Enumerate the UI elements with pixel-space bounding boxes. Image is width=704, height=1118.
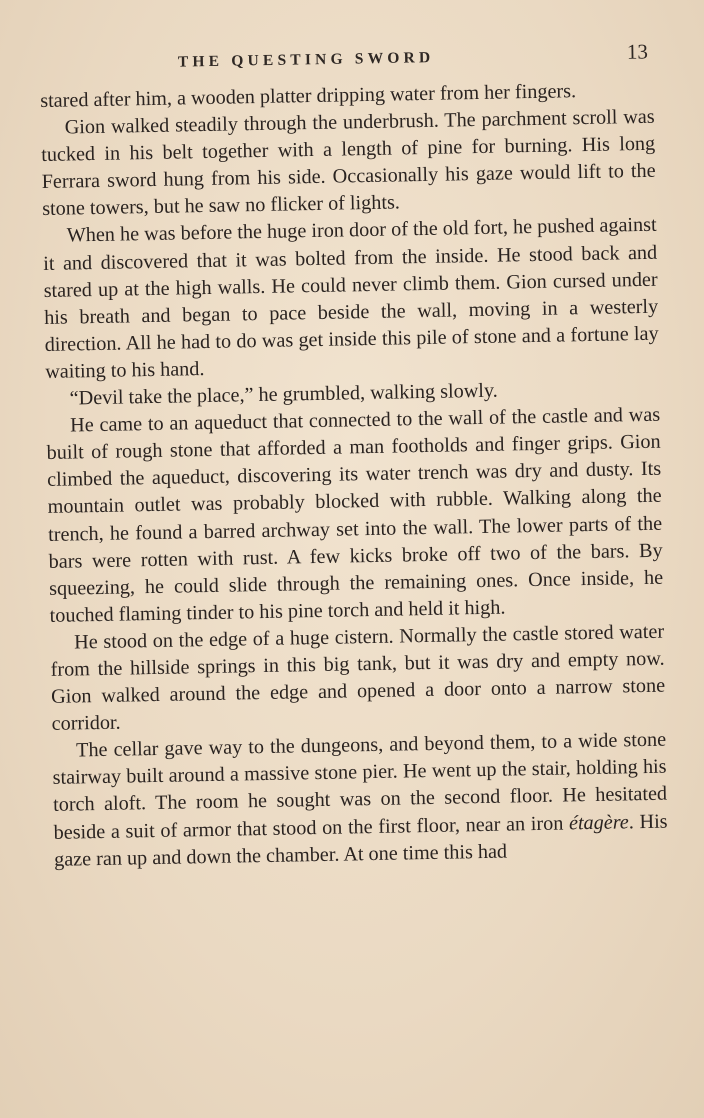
- paragraph: “Devil take the place,” he grumbled, walking slowly.: [69, 379, 498, 410]
- paragraph: He stood on the edge of a huge cistern. Normally the castle stored water from the hillside springs in this big tank, but it was dry and empty now. Gion walked around the edge and opened a door onto a narrow stone corridor.: [50, 620, 666, 736]
- body-text: [40, 77, 668, 874]
- paragraph: Gion walked steadily through the underbrush. The parchment scroll was tucked in his belt together with a length of pine for burning. His long Ferrara sword hung from his side. Occasionally his gaze would lift to the stone towers, but he saw no flicker of lights.: [41, 105, 656, 221]
- paragraph-text: The cellar gave way to the dungeons, and beyond them, to a wide stone stairway built around a massive stone pier. He went up the stair, holding his torch aloft. The room he sought was on the second floor. He hesitated beside a suit of armor that stood on the first floor, near an iron: [52, 728, 668, 844]
- paragraph: He came to an aqueduct that connected to the wall of the castle and was built of rough stone that afforded a man footholds and finger grips. Gion climbed the aqueduct, discovering its water trench was dry and dusty. Its mountain outlet was probably blocked with rubble. Walking along the trench, he found a barred archway set into the wall. The lower parts of the bars were rotten with rust. A few kicks broke off two of the bars. By squeezing, he could slide through the remaining ones. Once inside, he touched flaming tinder to his pine torch and held it high.: [46, 403, 664, 627]
- page-number: 13: [626, 39, 649, 64]
- paragraph: [52, 727, 668, 874]
- paragraph: stared after him, a wooden platter dripping water from her fingers.: [40, 80, 577, 112]
- paragraph: When he was before the huge iron door of the old fort, he pushed against it and discovered that it was bolted from the inside. He stood back and stared up at the high walls. He could never climb them. Gion cursed under his breath and began to pace beside the wall, moving in a westerly direction. All he had to do was get inside this pile of stone and a fortune lay waiting to his hand.: [43, 214, 659, 383]
- running-head: [40, 41, 648, 82]
- paragraph-text-continued: . His gaze ran up and down the chamber. At one time this had: [53, 810, 668, 871]
- running-title: THE QUESTING SWORD: [177, 49, 435, 71]
- italic-word: étagère: [568, 810, 629, 834]
